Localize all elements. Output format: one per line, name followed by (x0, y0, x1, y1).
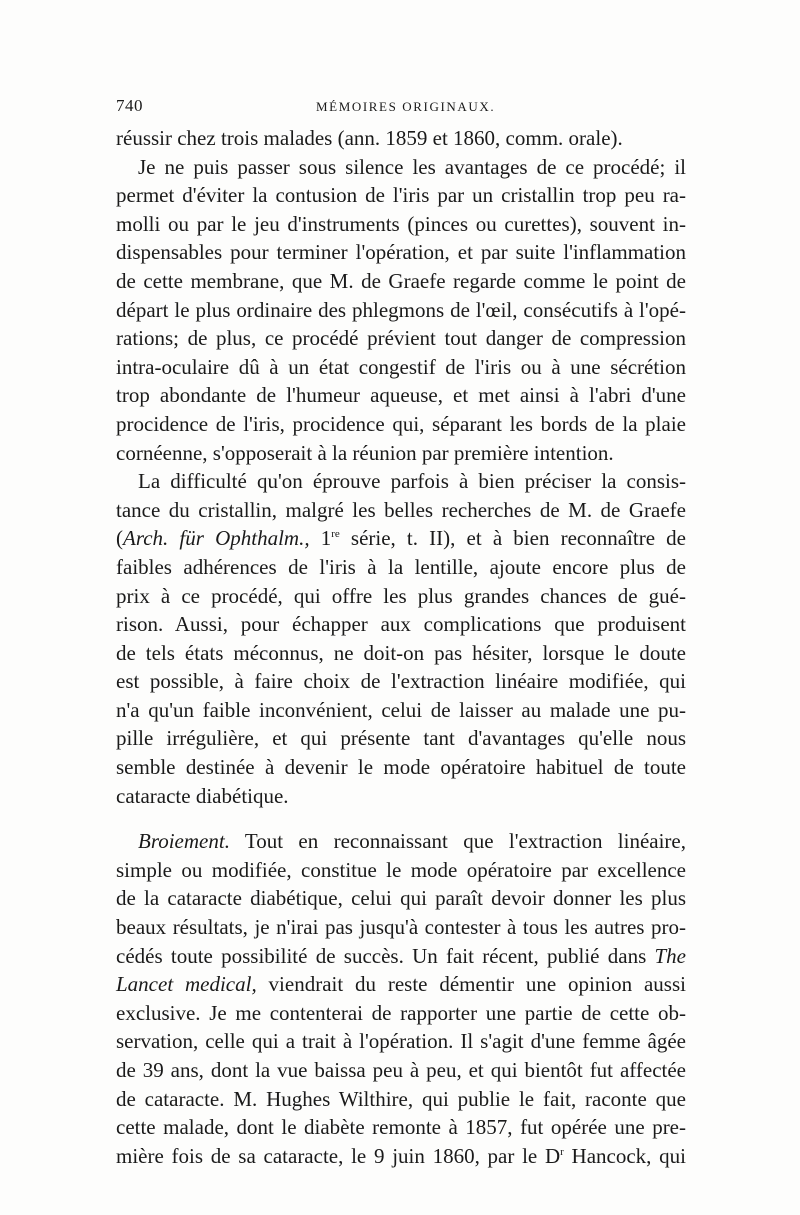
text-line: rison. Aussi, pour échapper aux complications que produisent (116, 612, 686, 637)
section-heading: Broiement. (138, 829, 230, 854)
text-line: cataracte diabétique. (116, 783, 289, 808)
text-line: exclusive. Je me contenterai de rapporter une partie de cette ob- (116, 1000, 686, 1025)
text-line: de 39 ans, dont la vue baissa peu à peu, et qui bientôt fut affectée (116, 1058, 686, 1082)
text-line: simple ou modifiée, constitue le mode opératoire par excellence (116, 857, 686, 882)
text-line (116, 827, 686, 856)
text-line (116, 942, 686, 971)
text-fragment: mière fois de sa cataracte, le 9 juin 1860, par le D (116, 1143, 561, 1168)
text-fragment: série, t. II), et à bien reconnaître de (339, 526, 686, 551)
text-line: départ le plus ordinaire des phlegmons de l'œil, consécutifs à l'opé- (116, 297, 686, 322)
superscript: r (560, 1145, 564, 1158)
text-fragment: ( (116, 526, 123, 551)
text-line: cornéenne, s'opposerait à la réunion par première intention. (116, 440, 614, 465)
text-fragment: Tout en reconnaissant que l'extraction linéaire, (229, 829, 686, 854)
journal-citation: Lancet medical, (116, 972, 257, 997)
text-line: prix à ce procédé, qui offre les plus grandes chances de gué- (116, 583, 686, 608)
body-text (116, 124, 686, 1170)
text-line: cette malade, dont le diabète remonte à 1857, fut opérée une pre- (116, 1115, 686, 1140)
text-line: n'a qu'un faible inconvénient, celui de laisser au malade une pu- (116, 697, 686, 722)
text-line: beaux résultats, je n'irai pas jusqu'à contester à tous les autres pro- (116, 915, 686, 940)
text-line: intra-oculaire dû à un état congestif de l'iris ou à une sécrétion (116, 354, 686, 379)
text-line: La difficulté qu'on éprouve parfois à bien préciser la consis- (138, 469, 686, 494)
running-title: MÉMOIRES ORIGINAUX. (316, 99, 496, 114)
text-line: dispensables pour terminer l'opération, et par suite l'inflammation (116, 240, 686, 265)
text-line: servation, celle qui a trait à l'opération. Il s'agit d'une femme âgée (116, 1029, 686, 1054)
superscript: re (331, 528, 340, 541)
text-line: de cette membrane, que M. de Graefe regarde comme le point de (116, 268, 686, 293)
text-line: pille irrégulière, et qui présente tant d'avantages qu'elle nous (116, 726, 686, 751)
text-line: faibles adhérences de l'iris à la lentille, ajoute encore plus de (116, 554, 686, 579)
text-fragment: 1 (309, 526, 332, 551)
journal-citation: The (654, 943, 686, 968)
page-number: 740 (116, 96, 143, 115)
text-line: trop abondante de l'humeur aqueuse, et met ainsi à l'abri d'une (116, 383, 686, 408)
text-line: réussir chez trois malades (ann. 1859 et 1860, comm. orale). (116, 126, 623, 150)
text-line: molli ou par le jeu d'instruments (pinces ou curettes), souvent in- (116, 211, 686, 236)
text-line: rations; de plus, ce procédé prévient tout danger de compression (116, 326, 686, 351)
text-line: de la cataracte diabétique, celui qui paraît devoir donner les plus (116, 886, 686, 911)
text-line (116, 1142, 686, 1171)
journal-citation: Arch. für Ophthalm., (123, 526, 310, 551)
text-fragment: Hancock, qui (563, 1143, 686, 1168)
text-line: semble destinée à devenir le mode opératoire habituel de toute (116, 755, 686, 780)
text-line: de tels états méconnus, ne doit-on pas hésiter, lorsque le doute (116, 640, 686, 665)
text-line: procidence de l'iris, procidence qui, séparant les bords de la plaie (116, 411, 686, 436)
text-fragment: viendrait du reste démentir une opinion aussi (256, 972, 686, 997)
text-line: permet d'éviter la contusion de l'iris par un cristallin trop peu ra- (116, 183, 686, 208)
text-line: est possible, à faire choix de l'extraction linéaire modifiée, qui (116, 669, 686, 694)
text-line: tance du cristallin, malgré les belles recherches de M. de Graefe (116, 497, 686, 522)
text-line (116, 970, 686, 999)
text-line (116, 524, 686, 553)
text-fragment: cédés toute possibilité de succès. Un fait récent, publié dans (116, 943, 655, 968)
running-head (116, 96, 686, 120)
text-line: de cataracte. M. Hughes Wilthire, qui publie le fait, raconte que (116, 1086, 686, 1111)
text-line: Je ne puis passer sous silence les avantages de ce procédé; il (138, 154, 686, 179)
